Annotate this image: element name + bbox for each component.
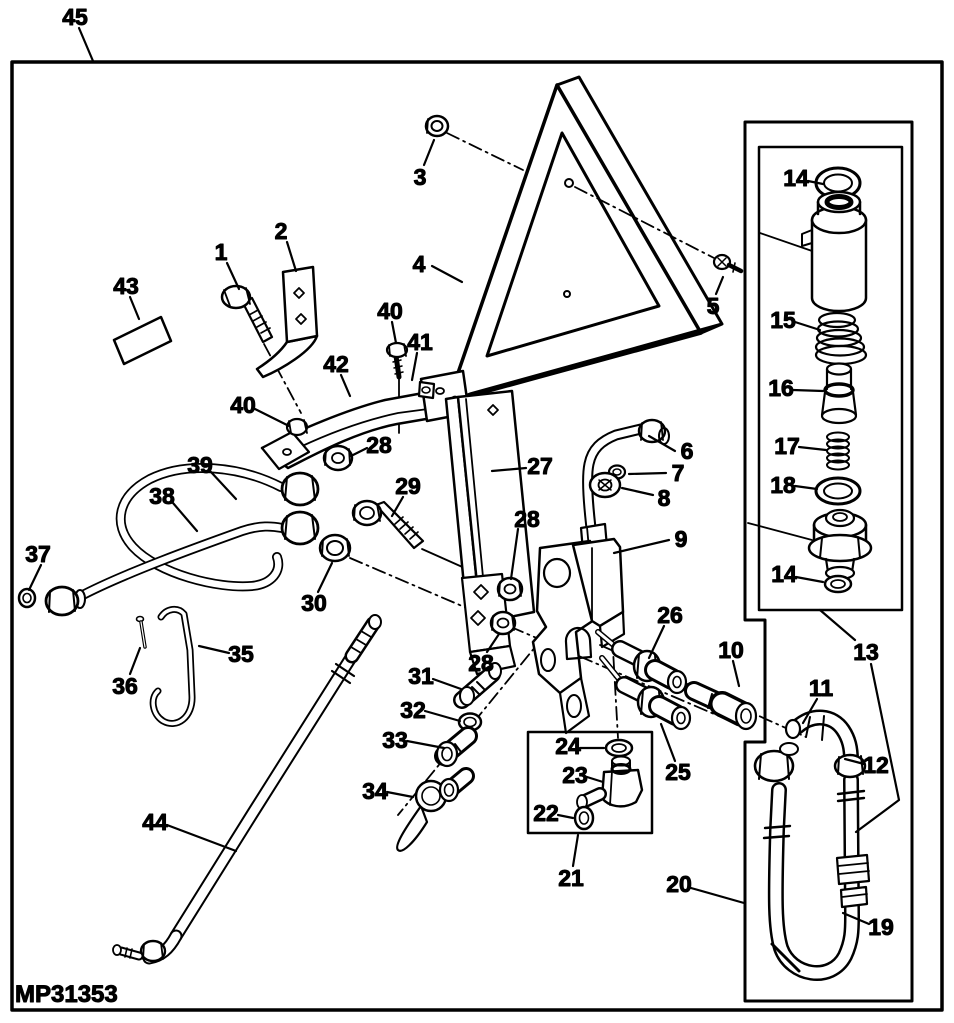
callout-leader-44 (167, 825, 236, 851)
part-callout-42: 42 (323, 351, 349, 377)
callout-leader-4 (432, 266, 462, 282)
callout-leader-29 (392, 497, 403, 516)
callout-leader-26 (649, 626, 664, 658)
part-callout-45: 45 (62, 4, 88, 30)
part-callout-44: 44 (142, 809, 168, 835)
callout-leader-13 (856, 664, 899, 832)
flange-nut-3 (426, 116, 448, 136)
part-callout-22: 22 (533, 800, 559, 826)
part-callout-40: 40 (230, 392, 256, 418)
callout-leader-32 (425, 711, 460, 721)
part-callout-6: 6 (680, 438, 694, 464)
nut-41 (419, 382, 434, 398)
callout-leader-8 (622, 488, 653, 495)
bolt-29 (353, 501, 423, 548)
part-callout-21: 21 (558, 865, 584, 891)
callout-leader-25 (661, 724, 675, 761)
part-callout-34: 34 (362, 778, 388, 804)
part-callout-33: 33 (382, 727, 408, 753)
part-callout-32: 32 (400, 697, 426, 723)
smv-triangle-sign (448, 77, 722, 402)
part-callout-19: 19 (868, 914, 894, 940)
decal-43 (114, 317, 171, 364)
part-callout-3: 3 (413, 164, 427, 190)
bolt-1 (222, 286, 272, 342)
part-callout-20: 20 (666, 871, 692, 897)
part-callout-2: 2 (274, 218, 288, 244)
cotter-pin-36 (137, 617, 146, 648)
callout-leader-17 (799, 447, 826, 450)
ring-37 (19, 589, 35, 607)
part-callout-36: 36 (112, 673, 138, 699)
callout-leader-30 (318, 563, 332, 592)
callout-leader-33 (407, 741, 444, 748)
part-callout-8: 8 (657, 485, 671, 511)
callout-leader-2 (287, 242, 296, 271)
callout-leader-38 (173, 503, 197, 531)
callout-leader-39 (211, 472, 236, 499)
part-callout-38: 38 (149, 483, 175, 509)
part-callout-14: 14 (783, 165, 809, 191)
callout-leader-14 (796, 577, 823, 582)
part-callout-4: 4 (412, 251, 426, 277)
callout-leader-35 (199, 646, 229, 653)
callout-leader-16 (793, 390, 823, 391)
callout-leader-40 (255, 409, 289, 426)
part-callout-11: 11 (808, 675, 834, 701)
part-callout-30: 30 (301, 590, 327, 616)
callout-leader-43 (130, 297, 139, 319)
callout-leader-5 (716, 277, 723, 294)
part-callout-40: 40 (377, 298, 403, 324)
part-callout-41: 41 (407, 329, 433, 355)
callout-leader-45 (79, 28, 93, 61)
part-callout-37: 37 (25, 541, 51, 567)
part-callout-14: 14 (771, 561, 797, 587)
part-callout-28: 28 (468, 650, 494, 676)
plug-8 (590, 473, 620, 497)
part-callout-13: 13 (853, 639, 879, 665)
callout-leader-15 (795, 322, 820, 330)
callout-leader-9 (614, 540, 669, 553)
callout-leader-21 (573, 835, 578, 866)
callout-leader-10 (733, 661, 739, 686)
callout-leader-31 (433, 679, 461, 689)
callout-leader-40 (392, 322, 396, 343)
flange-nut-30 (320, 535, 350, 561)
bolt-5 (714, 255, 741, 272)
bolt-40-top (387, 343, 407, 377)
part-callout-28: 28 (366, 432, 392, 458)
dust-cap-34 (397, 776, 466, 851)
part-callout-5: 5 (706, 293, 720, 319)
callout-leader-3 (424, 140, 434, 165)
part-callout-9: 9 (674, 526, 688, 552)
callout-leader-36 (130, 648, 140, 674)
part-callout-28: 28 (514, 506, 540, 532)
elbow-fitting-6 (639, 420, 669, 444)
part-callout-39: 39 (187, 452, 213, 478)
part-callout-1: 1 (214, 239, 228, 265)
part-callout-16: 16 (768, 375, 794, 401)
callout-leader-42 (341, 375, 350, 396)
part-callout-12: 12 (863, 752, 889, 778)
part-callout-31: 31 (408, 663, 434, 689)
callout-leader-22 (558, 815, 573, 818)
callout-leader-41 (412, 353, 417, 380)
callout-leader-23 (587, 777, 603, 782)
callout-leader-18 (795, 486, 817, 489)
part-callout-43: 43 (113, 273, 139, 299)
part-callout-17: 17 (774, 433, 800, 459)
part-callout-7: 7 (671, 460, 685, 486)
part-callout-15: 15 (770, 307, 796, 333)
filter-assembly-inset (802, 168, 871, 592)
callout-leader-13 (820, 610, 855, 640)
callout-leader-20 (691, 888, 744, 903)
callout-leader-28 (351, 448, 367, 456)
part-callout-10: 10 (718, 637, 744, 663)
bolt-40-left (287, 419, 307, 435)
hook-35 (153, 609, 192, 723)
part-callout-35: 35 (228, 641, 254, 667)
part-callout-27: 27 (527, 453, 553, 479)
callout-leader-7 (629, 473, 666, 474)
part-callout-26: 26 (657, 602, 683, 628)
product-code: MP31353 (15, 981, 118, 1008)
part-callout-24: 24 (555, 733, 581, 759)
part-callout-29: 29 (395, 473, 421, 499)
part-callout-25: 25 (665, 759, 691, 785)
hose-assembly-inset (755, 716, 869, 973)
callout-leader-37 (29, 565, 41, 590)
callout-leader-34 (387, 792, 413, 797)
part-callout-23: 23 (562, 762, 588, 788)
part-callout-18: 18 (770, 472, 796, 498)
fitting-33 (437, 736, 468, 766)
